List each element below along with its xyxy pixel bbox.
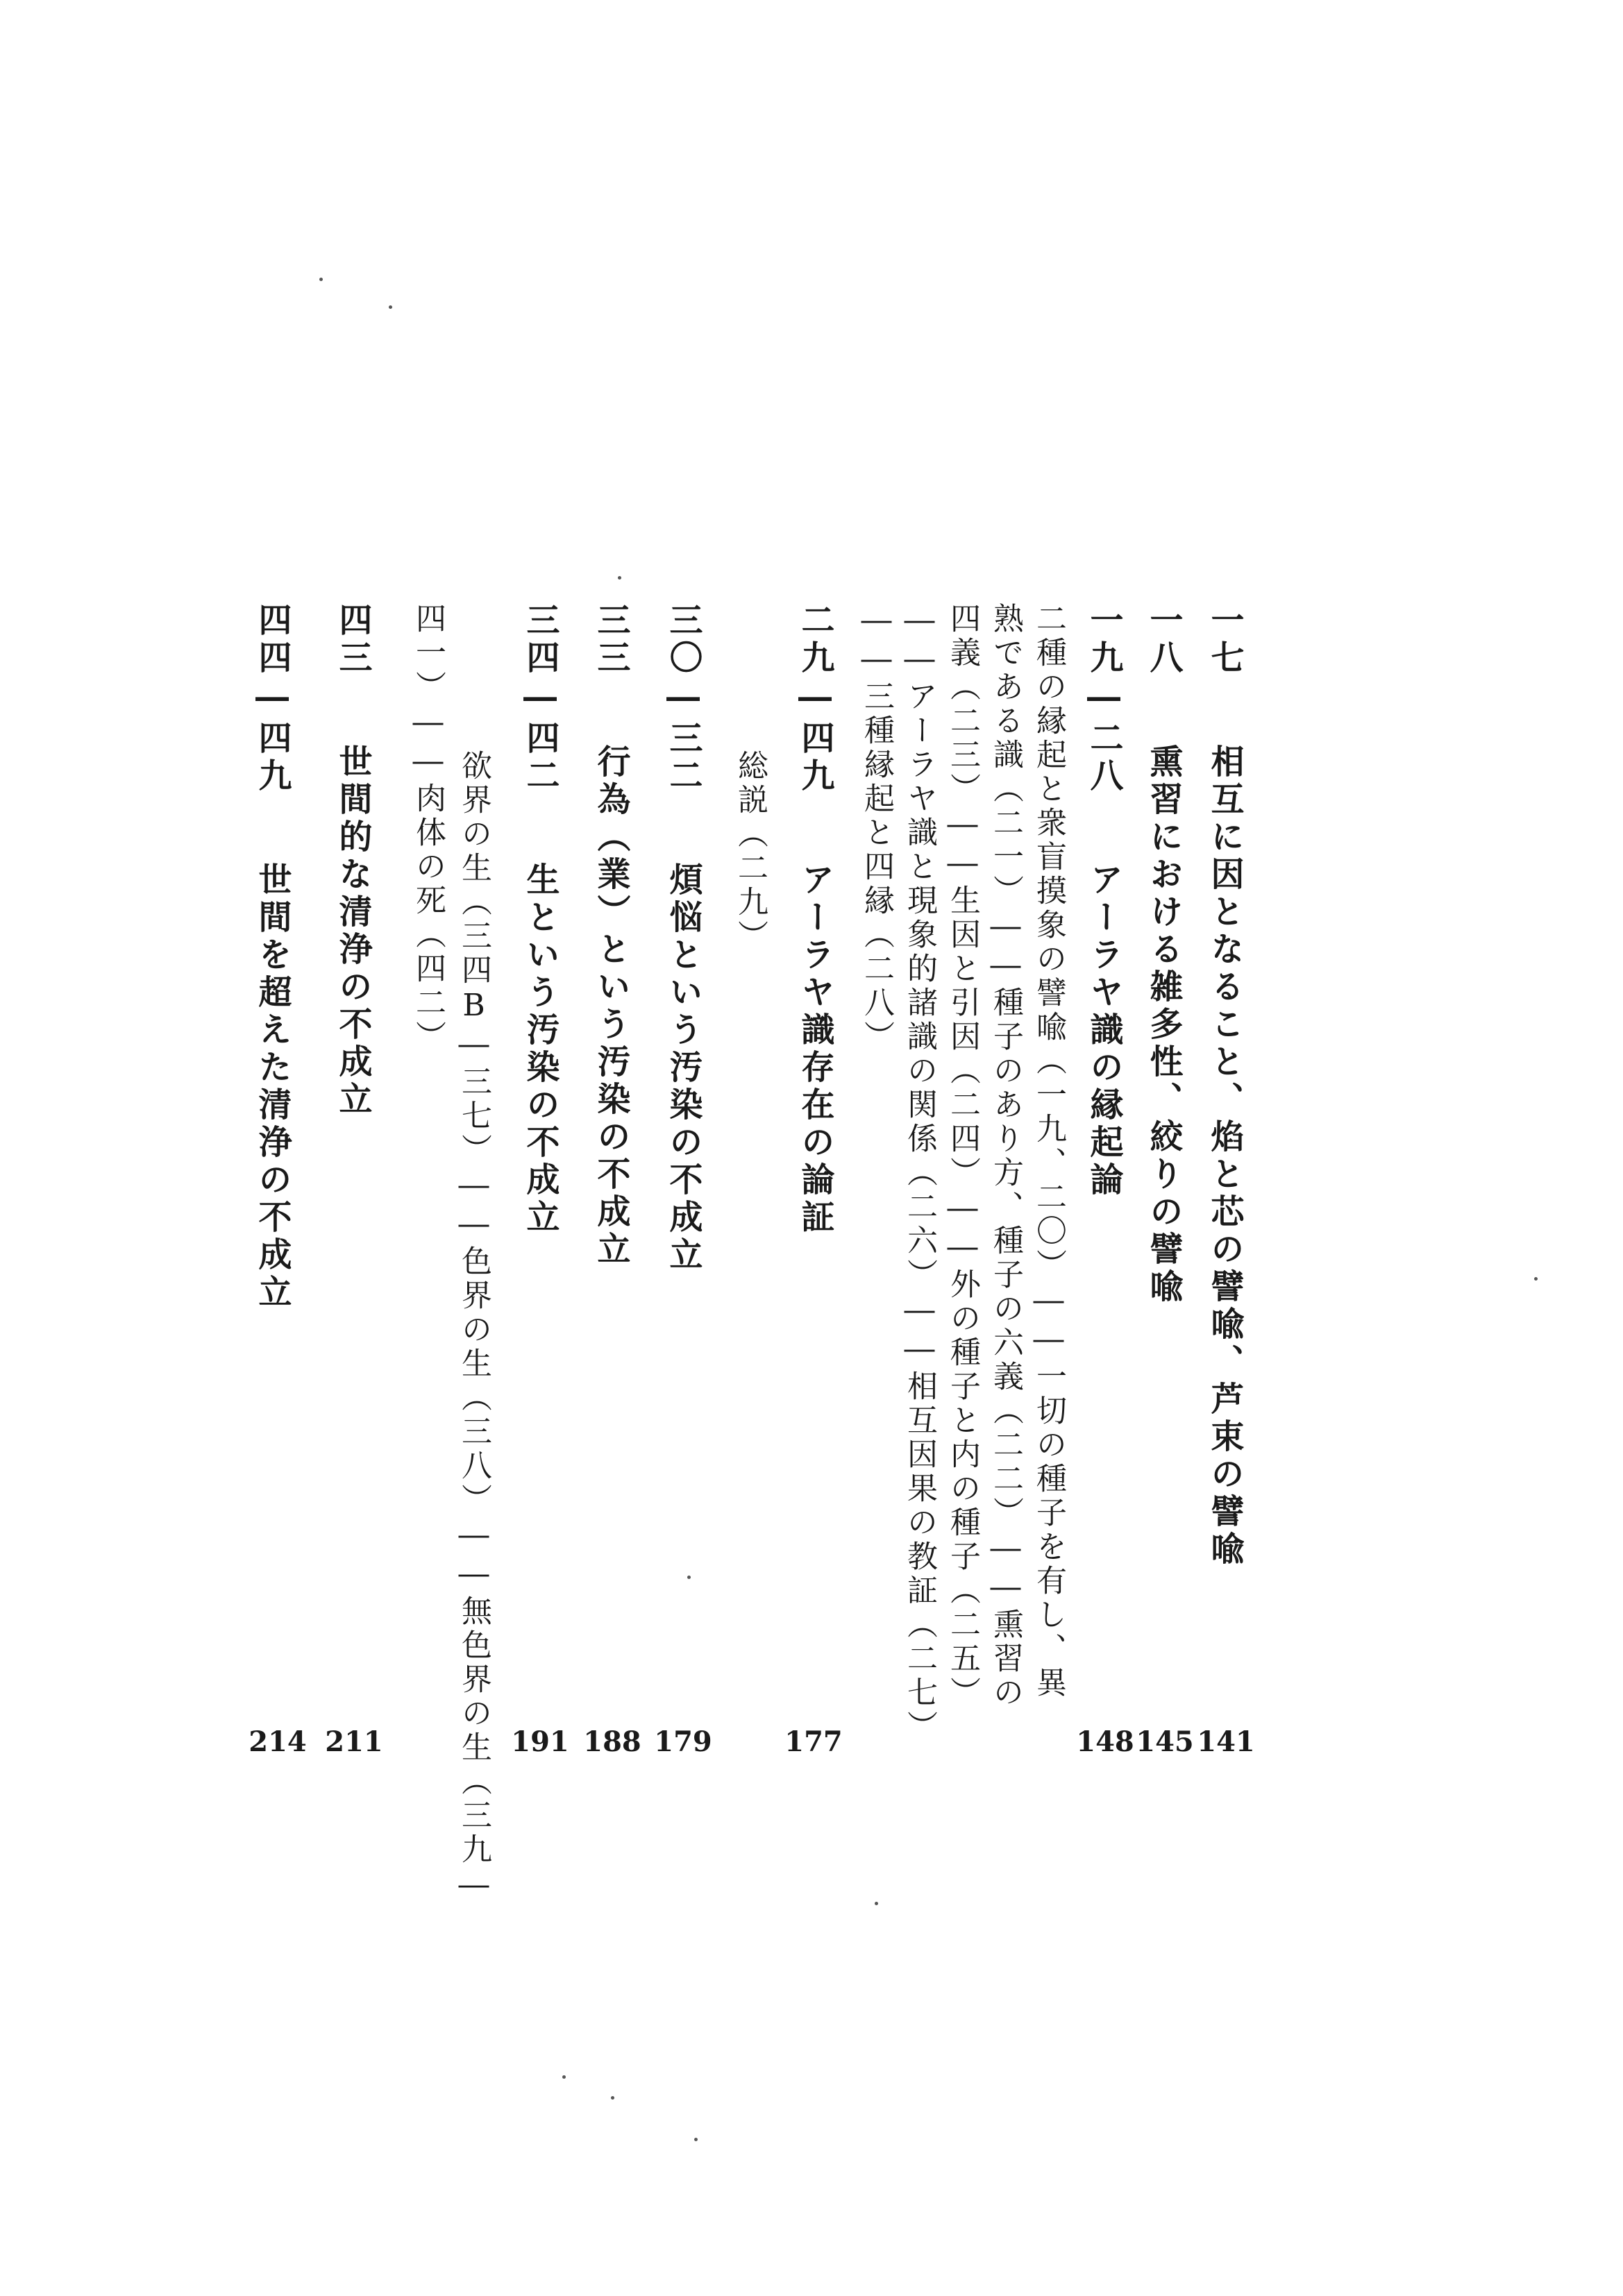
section-title: 世間的な清浄の不成立	[333, 744, 372, 1119]
page-number: 211	[325, 1725, 383, 1758]
section-number: 一七	[1205, 602, 1244, 677]
section-title: アーラヤ識存在の論証	[796, 862, 834, 1237]
toc-subentry: 四一）――肉体の死（四二）	[410, 602, 446, 1054]
scan-speck	[562, 2075, 566, 2079]
toc-subentry: ――三種縁起と四縁（二八）	[859, 602, 894, 1054]
page-number: 145	[1136, 1725, 1194, 1758]
scan-speck	[694, 2138, 698, 2141]
section-number: 一八	[1144, 602, 1183, 677]
toc-subentry: ――アーラヤ識と現象的諸識の関係（二六）――相互因果の教証（二七）	[902, 602, 937, 1744]
scan-speck	[875, 1902, 878, 1905]
page-number: 141	[1197, 1725, 1255, 1758]
scan-speck	[611, 2096, 614, 2100]
section-title: 行為（業）という汚染の不成立	[591, 744, 630, 1269]
page-number: 148	[1076, 1725, 1134, 1758]
section-title: 煩悩という汚染の不成立	[664, 862, 703, 1274]
toc-subentry: 二種の縁起と衆盲摸象の譬喩（一九、二〇）――一切の種子を有し、異	[1031, 602, 1066, 1700]
page-number: 214	[249, 1725, 307, 1758]
section-title: 相互に因となること、焰と芯の譬喩、芦束の譬喩	[1205, 744, 1244, 1569]
page-number: 179	[654, 1725, 712, 1758]
section-number: 二九―四九	[796, 602, 834, 795]
toc-entry	[1083, 602, 1125, 1893]
scan-speck	[389, 305, 392, 309]
section-number: 四三	[333, 602, 372, 677]
section-title: 熏習における雑多性、絞りの譬喩	[1144, 744, 1183, 1306]
scan-speck	[687, 1576, 691, 1579]
section-number: 四四―四九	[253, 602, 292, 795]
section-number: 三三	[591, 602, 630, 677]
section-number: 三〇―三二	[664, 602, 703, 795]
toc-entry	[590, 602, 632, 1893]
toc-entry	[332, 602, 373, 1893]
toc-entry	[251, 602, 293, 1893]
scan-speck	[618, 576, 621, 580]
section-number: 一九―二八	[1084, 602, 1123, 795]
toc-subentry: 欲界の生（三四B―三七）――色界の生（三八）――無色界の生（三九―	[456, 750, 491, 1906]
toc-subentry: 熟である識（二一）――種子のあり方、種子の六義（二二）――熏習の	[988, 602, 1023, 1710]
toc-entry	[519, 602, 561, 1893]
toc-subentry: 総説（二九）	[732, 750, 768, 954]
section-title: アーラヤ識の縁起論	[1084, 862, 1123, 1199]
section-number: 三四―四二	[521, 602, 560, 795]
toc-entry	[794, 602, 836, 1893]
toc-subentry: 四義（二三）――生因と引因（二四）――外の種子と内の種子（二五）	[945, 602, 980, 1710]
page-number: 177	[784, 1725, 843, 1758]
scan-speck	[1534, 1277, 1538, 1281]
toc-entry	[662, 602, 704, 1893]
page-number: 188	[583, 1725, 641, 1758]
section-title: 世間を超えた清浄の不成立	[253, 862, 292, 1312]
page-number: 191	[511, 1725, 569, 1758]
toc-entry	[1143, 602, 1184, 1893]
section-title: 生という汚染の不成立	[521, 862, 560, 1237]
scan-speck	[319, 278, 323, 281]
toc-entry	[1204, 602, 1245, 1893]
